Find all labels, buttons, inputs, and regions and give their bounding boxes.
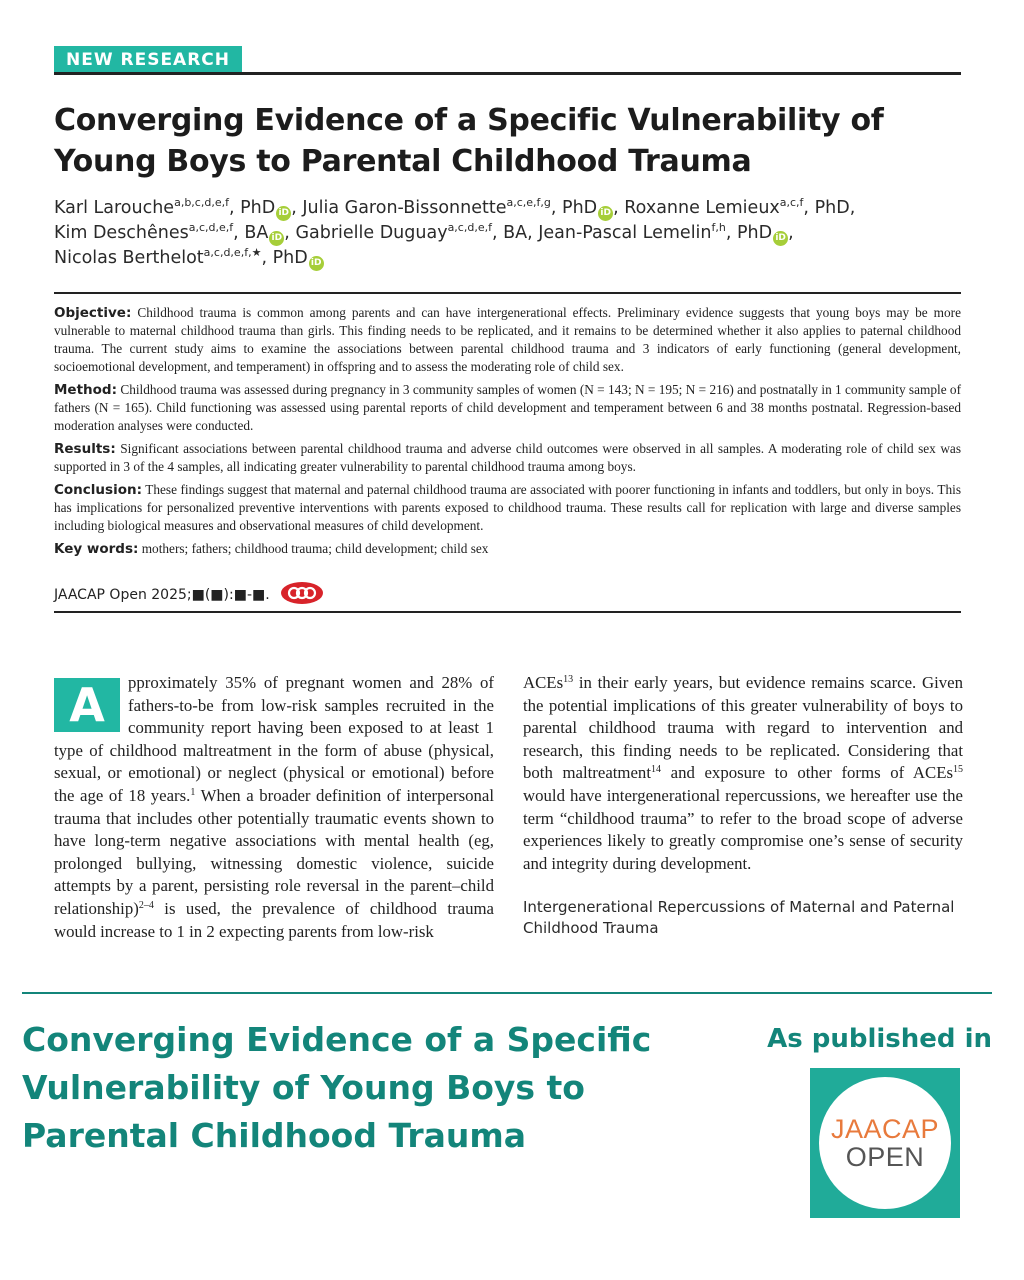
abstract-keywords (54, 540, 961, 558)
body-column-left (54, 672, 494, 962)
orcid-icon[interactable]: iD (773, 231, 788, 246)
citation-text: JAACAP Open 2025;■(■):■-■. (54, 587, 270, 603)
conclusion-label: Conclusion: (54, 482, 142, 498)
author-name: Roxanne Lemieux (624, 198, 780, 218)
logo-jaacap-text: JAACAP (830, 1114, 940, 1144)
cont-text-1: ACEs (523, 673, 564, 692)
promo-title: Converging Evidence of a Specific Vulnerability of Young Boys to Parental Childhood Trauma (22, 1020, 652, 1155)
objective-label: Objective: (54, 305, 132, 321)
intro-text-1: pproximately 35% of pregnant women and 28% of fathers-to-be from low-risk samples recruited in the community report having been exposed to at least 1 type of childhood maltreatment in the form of abuse (physical, sexual, or emotional) or neglect (physical or emotional) before the age of 18 years. (54, 673, 494, 805)
cont-text-2: in their early years, but evidence remains scarce. Given the potential implications of this greater vulnerability of boys to parental childhood trauma with regard to intervention and research, this finding needs to be replicated. Considering that both maltreatment (523, 673, 963, 783)
author-name: Kim Deschênes (54, 223, 189, 243)
abstract (54, 304, 961, 563)
author-degree: PhD (737, 223, 773, 243)
keywords-text: mothers; fathers; childhood trauma; child development; child sex (141, 541, 489, 556)
author: Karl Larouche$^{a,b,c,d,e,f}$, PhD iD , (54, 198, 302, 218)
abstract-results (54, 440, 961, 476)
author-degree: BA (503, 223, 528, 243)
author-affiliations: a,c,d,e,f,★ (203, 246, 262, 259)
promo-divider (22, 992, 992, 994)
abstract-bottom-divider (54, 611, 961, 613)
keywords-label: Key words: (54, 541, 139, 557)
author-affiliations: a,c,f (779, 196, 804, 209)
author: Kim Deschênes$^{a,c,d,e,f}$, BA iD , (54, 223, 295, 243)
intro-text-3: is used, the prevalence of childhood trauma would increase to 1 in 2 expecting parents from low-risk (54, 898, 494, 941)
author: Gabrielle Duguay$^{a,c,d,e,f}$, BA, (295, 221, 539, 243)
orcid-icon[interactable]: iD (598, 206, 613, 221)
abstract-top-divider (54, 292, 961, 294)
objective-text: Childhood trauma is common among parents and can have intergenerational effects. Preliminary evidence suggests that young boys may be more vulnerable to maternal childhood trauma than girls. This finding needs to be replicated, and it remains to be determined whether it also applies to paternal childhood trauma. The current study aims to examine the associations between parental childhood trauma and 3 indicators of early functioning (general development, socioemotional development, and temperament) in offspring and to assess the moderating role of child sex. (54, 305, 961, 374)
author-name: Julia Garon-Bissonnette (302, 198, 507, 218)
crossmark-icon[interactable] (280, 581, 324, 609)
orcid-icon[interactable]: iD (309, 256, 324, 271)
cont-text-3: and exposure to other forms of ACEs (661, 763, 953, 783)
new-research-badge: NEW RESEARCH (54, 46, 242, 74)
intro-text-2: When a broader definition of interpersonal trauma that includes other potentially traumatic events shown to have long-term negative associations with mental health (eg, prolonged bullying, witnessing domestic violence, suicide attempts by a parent, persisting role reversal in the parent–child relationship) (54, 785, 494, 918)
logo-circle (819, 1077, 951, 1209)
author-degree: PhD (562, 198, 598, 218)
results-label: Results: (54, 441, 116, 457)
abstract-objective (54, 304, 961, 376)
published-in-label: As published in (767, 1024, 992, 1054)
author-list (54, 196, 964, 271)
author: Roxanne Lemieux$^{a,c,f}$, PhD, (624, 196, 856, 218)
author-degree: PhD (272, 248, 308, 268)
author-degree: BA (244, 223, 269, 243)
jaacap-open-logo (810, 1068, 960, 1218)
author-degree: PhD (240, 198, 276, 218)
abstract-method (54, 381, 961, 435)
author-affiliations: a,c,d,e,f (447, 221, 492, 234)
logo-open-text: OPEN (845, 1142, 925, 1172)
conclusion-text: These findings suggest that maternal and paternal childhood trauma are associated with poorer functioning in infants and toddlers, but only in boys. This has implications for personalized preventive interventions with parents exposed to childhood trauma. These results call for replication with large and diverse samples including biological measures and observational measures of child development. (54, 482, 961, 533)
reference-1[interactable]: 1 (190, 786, 196, 798)
section-subheading: Intergenerational Repercussions of Maternal and Paternal Childhood Trauma (523, 898, 955, 938)
header-divider (54, 72, 961, 75)
author-affiliations: a,c,d,e,f (188, 221, 234, 234)
reference-2-4[interactable]: 2–4 (138, 899, 154, 911)
drop-cap: A (54, 678, 120, 732)
author: Jean-Pascal Lemelin$^{f,h}$, PhD iD , (538, 223, 793, 243)
method-text: Childhood trauma was assessed during pregnancy in 3 community samples of women (N = 143; N = 195; N = 216) and postnatally in 1 community sample of fathers (N = 165). Child functioning was assessed using parental reports of child development and temperament between 6 and 38 months postnatal. Regression-based moderation analyses were conducted. (54, 382, 962, 433)
body-column-right (523, 672, 963, 962)
author-name: Jean-Pascal Lemelin (538, 223, 712, 243)
reference-14[interactable]: 14 (651, 764, 661, 776)
cont-text-4: would have intergenerational repercussions, we hereafter use the term “childhood trauma” to refer to the broad scope of adverse experiences likely to greatly compromise one’s sense of security and integrity during development. (523, 785, 963, 873)
continuation-paragraph (523, 672, 963, 875)
author: Julia Garon-Bissonnette$^{a,c,e,f,g}$, PhD iD , (302, 198, 624, 218)
results-text: Significant associations between parental childhood trauma and adverse child outcomes were observed in all samples. A moderating role of child sex was supported in 3 of the 4 samples, all indicating greater vulnerability to parental childhood trauma among boys. (54, 441, 962, 474)
orcid-icon[interactable]: iD (269, 231, 284, 246)
abstract-conclusion (54, 481, 961, 535)
author-affiliations: f,h (711, 221, 726, 234)
journal-citation (54, 581, 454, 609)
paper-title: Converging Evidence of a Specific Vulnerability of Young Boys to Parental Childhood Trauma (54, 103, 884, 179)
reference-15[interactable]: 15 (953, 764, 963, 776)
author: Nicolas Berthelot$^{a,c,d,e,f,★}$, PhD iD (54, 248, 324, 268)
author-degree: PhD (814, 198, 850, 218)
reference-13[interactable]: 13 (563, 674, 574, 685)
intro-paragraph (54, 672, 494, 943)
method-label: Method: (54, 382, 117, 398)
orcid-icon[interactable]: iD (276, 206, 291, 221)
author-affiliations: a,c,e,f,g (506, 196, 551, 209)
author-name: Karl Larouche (54, 198, 175, 218)
author-name: Nicolas Berthelot (54, 248, 204, 268)
author-affiliations: a,b,c,d,e,f (174, 196, 229, 209)
author-name: Gabrielle Duguay (295, 223, 448, 243)
